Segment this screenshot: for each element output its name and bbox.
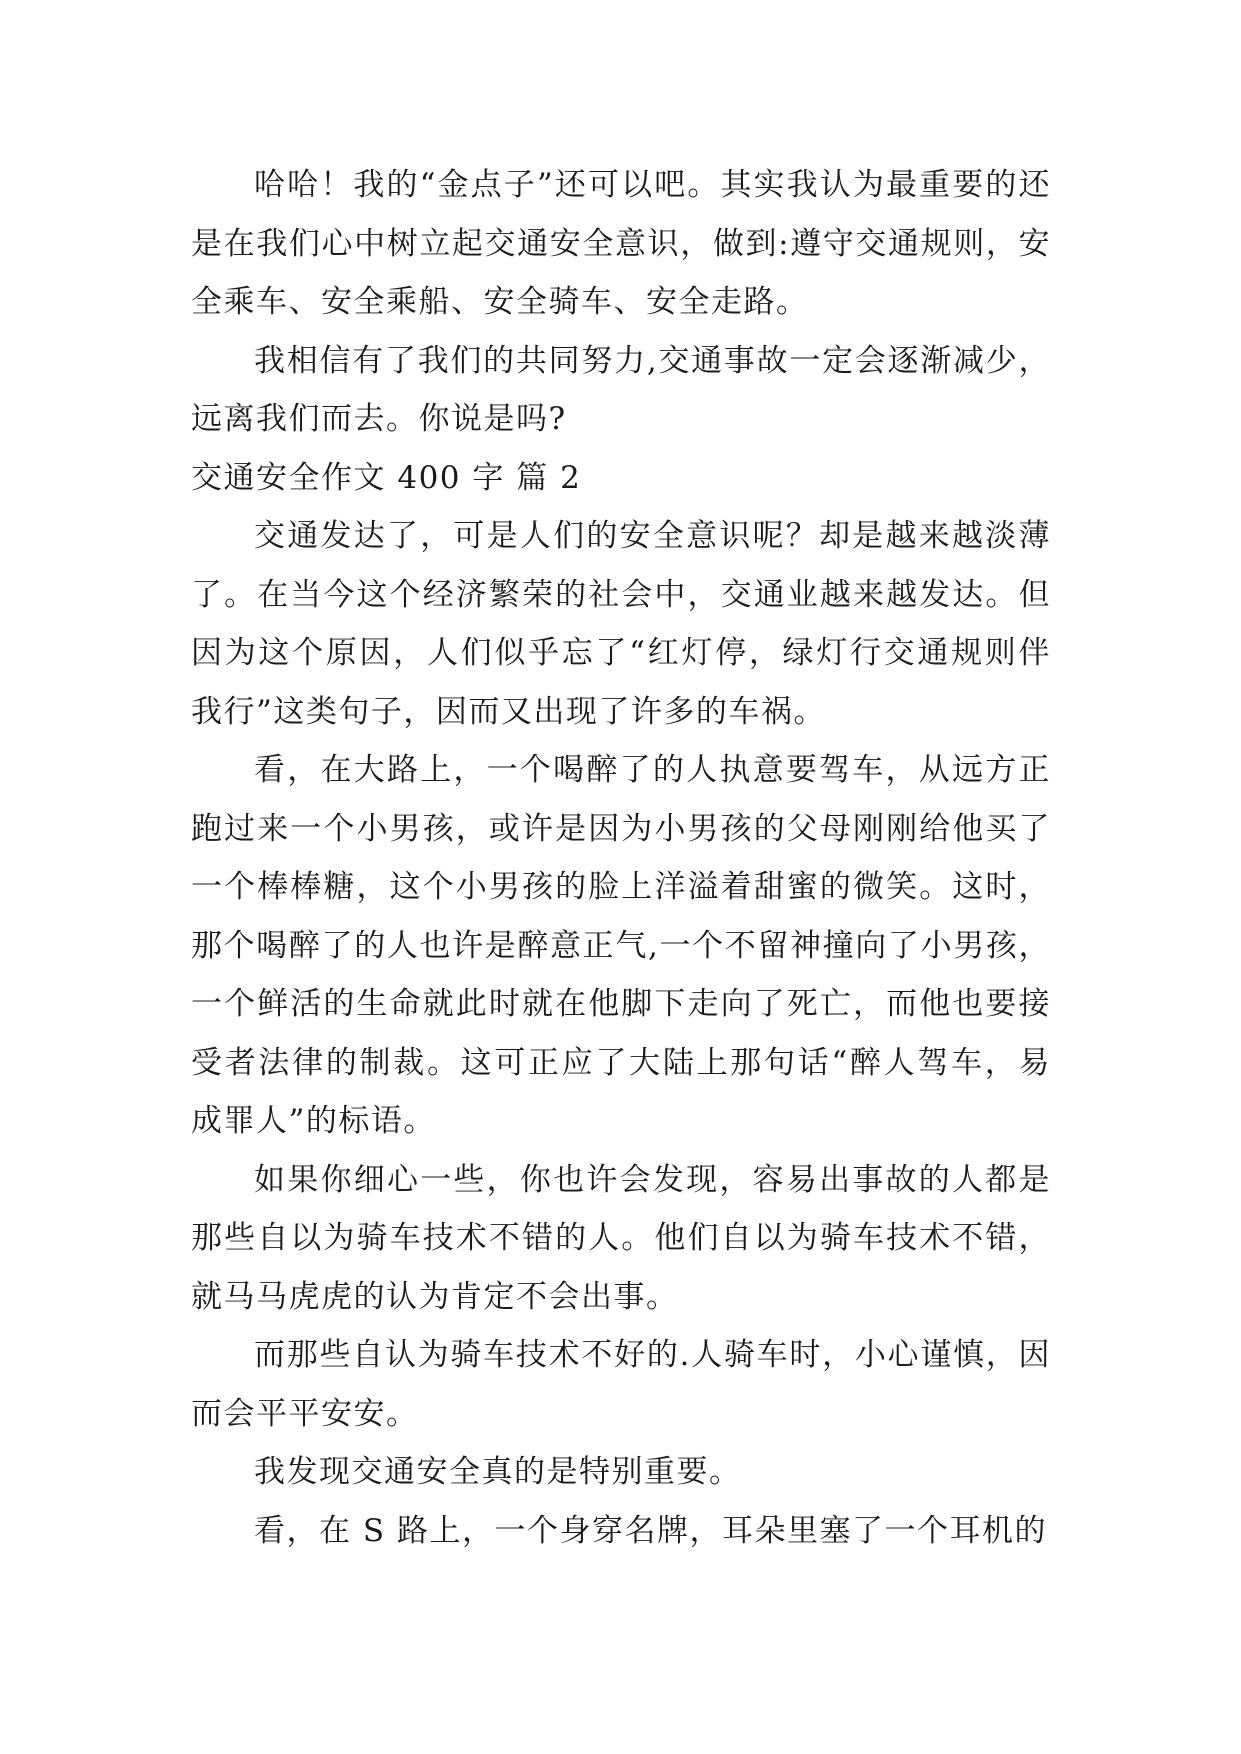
paragraph: 交通发达了，可是人们的安全意识呢？却是越来越淡薄了。在当今这个经济繁荣的社会中，交通业越来越发达。但因为这个原因，人们似乎忘了“红灯停，绿灯行交通规则伴我行”这类句子，因而又出现了许多的车祸。 [191,518,1051,730]
paragraph: 看，在大路上，一个喝醉了的人执意要驾车，从远方正跑过来一个小男孩，或许是因为小男孩的父母刚刚给他买了一个棒棒糖，这个小男孩的脸上洋溢着甜蜜的微笑。这时，那个喝醉了的人也许是醉意正气,一个不留神撞向了小男孩，一个鲜活的生命就此时就在他脚下走向了死亡，而他也要接受者法律的制裁。这可正应了大陆上那句话“醉人驾车，易成罪人”的标语。 [191,752,1051,1139]
paragraph: 哈哈！我的“金点子”还可以吧。其实我认为最重要的还是在我们心中树立起交通安全意识，做到:遵守交通规则，安全乘车、安全乘船、安全骑车、安全走路。 [191,167,1051,320]
document-body [191,156,1051,1560]
paragraph: 如果你细心一些，你也许会发现，容易出事故的人都是那些自以为骑车技术不错的人。他们自以为骑车技术不错，就马马虎虎的认为肯定不会出事。 [191,1161,1051,1315]
paragraph: 我发现交通安全真的是特别重要。 [254,1454,742,1490]
paragraph: 而那些自认为骑车技术不好的.人骑车时，小心谨慎，因而会平平安安。 [191,1337,1051,1432]
paragraph: 看，在 S 路上，一个身穿名牌，耳朵里塞了一个耳机的 [254,1512,1047,1549]
section-heading: 交通安全作文 400 字 篇 2 [191,459,582,496]
paragraph: 我相信有了我们的共同努力,交通事故一定会逐渐减少，远离我们而去。你说是吗? [191,342,1051,437]
